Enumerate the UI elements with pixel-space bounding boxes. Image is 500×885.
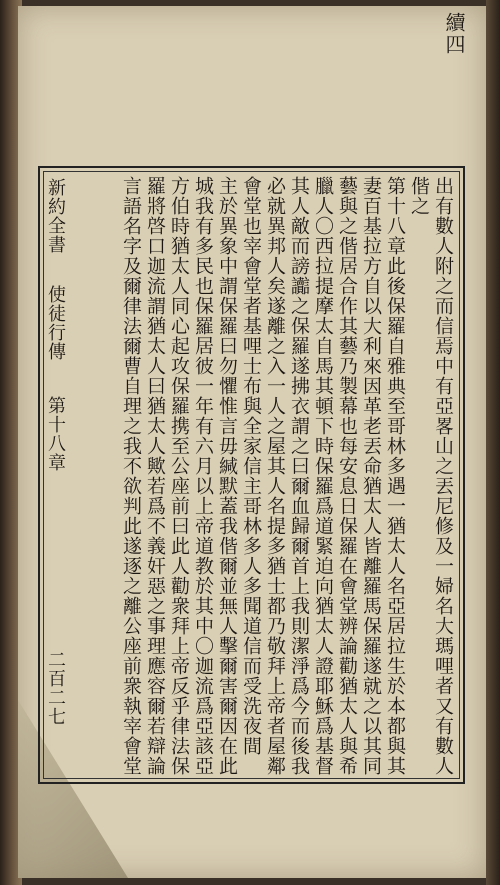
text-column-4: 妻百基拉方自以大利來因革老丟命猶太人皆離羅馬保羅遂就之以其同: [360, 176, 382, 776]
running-header-section: 使徒行傳: [45, 285, 66, 361]
text-column-5: 藝與之偕居合作其藝乃製幕也每安息日保羅在會堂辨論勸猶太人與希: [336, 176, 358, 776]
text-column-13: 羅將啓口迦流謂猶太人曰猶太人歟若爲不義奸惡之事理應容爾若辯論: [144, 176, 166, 776]
page-right-edge: [486, 0, 500, 885]
text-column-12: 方伯時猶太人同心起攻保羅携至公座前曰此人勸衆拜上帝反乎律法保: [168, 176, 190, 776]
text-column-3: 第十八章此後保羅自雅典至哥林多遇一猶太人名亞居拉生於本都與其: [384, 176, 406, 776]
text-column-1: 出有數人附之而信焉中有亞畧山之丟尼修及一婦名大瑪哩者又有數人: [432, 176, 454, 776]
previous-page-fragment: 續四: [442, 12, 466, 56]
text-column-11: 城我有多民也保羅居彼一年有六月以上帝道教於其中〇迦流爲亞該亞: [192, 176, 214, 776]
text-column-7: 其人敵而謗讟之保羅遂拂衣謂之曰爾血歸爾首上我則潔淨爲今而後我: [288, 176, 310, 776]
page-number: 二百二七: [45, 650, 66, 726]
text-column-8: 必就異邦人矣遂離之入一人之屋其人名提多猶士都乃敬拜上帝者屋鄰: [264, 176, 286, 776]
text-column-2: 偕之: [408, 176, 430, 216]
text-column-10: 主於異象中謂保羅曰勿懼惟言毋緘默蓋我偕爾並無人擊爾害爾因在此: [216, 176, 238, 776]
running-header-chapter: 第十八章: [45, 396, 66, 472]
text-column-9: 會堂也宰會堂者基哩士布與全家信主哥林多人多聞道信而受洗夜間: [240, 176, 262, 756]
text-column-6: 臘人〇西拉提摩太自馬其頓下時保羅爲道緊迫向猶太人證耶穌爲基督: [312, 176, 334, 776]
text-column-14: 言語名字及爾律法爾曹自理之我不欲判此遂逐之離公座前衆執宰會堂: [120, 176, 142, 776]
running-header-book: 新約全書: [45, 178, 66, 254]
